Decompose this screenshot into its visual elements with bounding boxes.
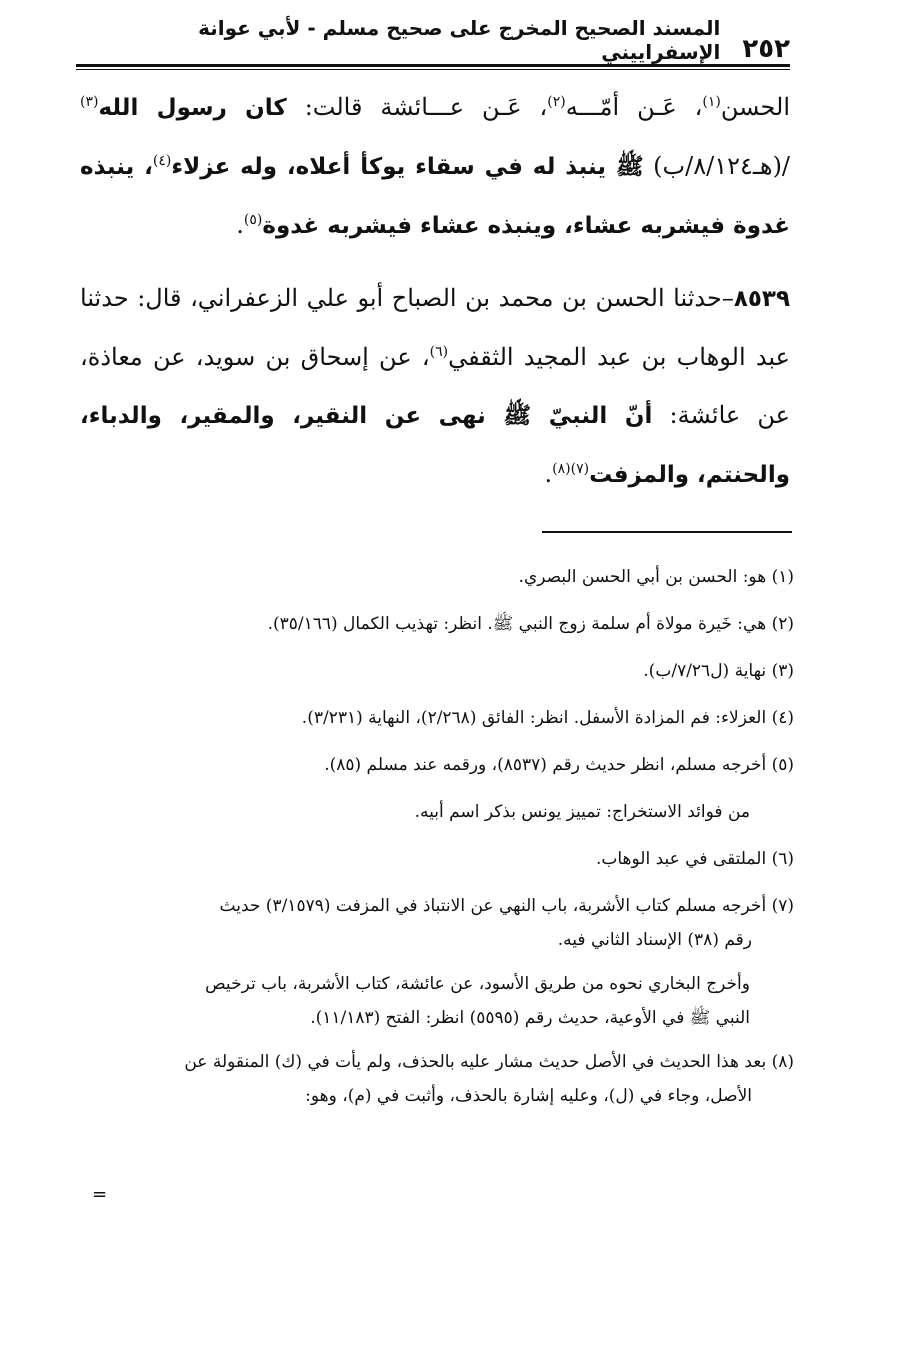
hadith-paragraph-2	[80, 269, 790, 504]
continuation-mark: =	[92, 1184, 108, 1205]
footnote-8-line-2: الأصل، وجاء في (ل)، وعليه إشارة بالحذف، وأثبت في (م)، وهو:	[305, 1086, 752, 1106]
page-header	[76, 16, 790, 64]
text-segment: ، عَـن أمّـــه	[565, 93, 703, 121]
footnote-marker: (٢)	[547, 94, 566, 110]
footnote-marker: (١)	[702, 94, 721, 110]
footnote-8	[78, 1045, 794, 1113]
footnotes	[78, 560, 794, 1123]
header-rule-thick	[76, 64, 790, 67]
footnote-7-addendum	[78, 967, 750, 1035]
footnote-5: (٥) أخرجه مسلم، انظر حديث رقم (٨٥٣٧)، ورقمه عند مسلم (٨٥).	[324, 755, 794, 775]
footnote-6: (٦) الملتقى في عبد الوهاب.	[595, 849, 794, 869]
footnote-marker: (٥)	[243, 212, 263, 228]
hadith-text-bold: ، ينبذه غدوة فيشربه عشاء، وينبذه عشاء فيشربه غدوة	[80, 154, 790, 239]
footnote-7-addendum-line-1: وأخرج البخاري نحوه من طريق الأسود، عن عائشة، كتاب الأشربة، باب ترخيص	[205, 974, 750, 994]
manuscript-reference: /(هـ٨/١٢٤/ب)	[643, 152, 791, 180]
footnote-marker: (٦)	[429, 344, 449, 360]
text-segment: ، عَـن عـــائشة قالت:	[286, 93, 548, 121]
text-segment: .	[544, 460, 553, 488]
footnote-marker: (٧)(٨)	[552, 461, 590, 477]
text-segment: .	[236, 211, 244, 239]
footnote-5-note: من فوائد الاستخراج: تمييز يونس بذكر اسم أبيه.	[414, 802, 750, 822]
text-segment: ، عن إسحاق بن سويد، عن معاذة، عن عائشة:	[80, 343, 790, 429]
footnote-marker: (٣)	[80, 94, 99, 110]
text-segment: –حدثنا الحسن بن محمد بن الصباح أبو علي الزعفراني، قال: حدثنا عبد الوهاب بن عبد المجيد الثقفي	[80, 284, 790, 371]
footnote-marker: (٤)	[152, 153, 172, 169]
running-title: المسند الصحيح المخرج على صحيح مسلم - لأبي عوانة الإسفراييني	[198, 16, 721, 64]
footnote-4: (٤) العزلاء: فم المزادة الأسفل. انظر: الفائق (٢/٢٦٨)، النهاية (٣/٢٣١).	[301, 708, 794, 728]
page-number: ٢٥٢	[742, 34, 790, 64]
footnote-8-line-1: (٨) بعد هذا الحديث في الأصل حديث مشار عليه بالحذف، ولم يأت في (ك) المنقولة عن	[184, 1052, 794, 1072]
hadith-text-bold: أنّ النبيّ ﷺ نهى عن النقير، والمقير، والدباء، والحنتم، والمزفت	[80, 403, 790, 488]
footnote-3: (٣) نهاية (ل٧/٢٦/ب).	[643, 661, 794, 681]
footnote-2: (٢) هي: خَيرة مولاة أم سلمة زوج النبي ﷺ. انظر: تهذيب الكمال (٣٥/١٦٦).	[267, 614, 794, 634]
main-text	[80, 78, 790, 504]
hadith-text-bold: كان رسول الله	[98, 95, 287, 121]
footnote-7-addendum-line-2: النبي ﷺ في الأوعية، حديث رقم (٥٥٩٥) انظر: الفتح (١١/١٨٣).	[310, 1008, 750, 1028]
hadith-number: ٨٥٣٩	[733, 286, 790, 312]
footnote-7-line-2: رقم (٣٨) الإسناد الثاني فيه.	[557, 930, 752, 950]
footnote-separator	[542, 531, 792, 533]
footnote-7	[78, 889, 794, 957]
footnote-1: (١) هو: الحسن بن أبي الحسن البصري.	[518, 567, 794, 587]
text-segment: الحسن	[720, 93, 790, 121]
hadith-text-bold: ﷺ ينبذ له في سقاء يوكأ أعلاه، وله عزلاء	[171, 154, 644, 180]
footnote-7-line-1: (٧) أخرجه مسلم كتاب الأشربة، باب النهي عن الانتباذ في المزفت (٣/١٥٧٩) حديث	[219, 896, 794, 916]
hadith-paragraph-1	[80, 78, 790, 255]
header-rule-thin	[76, 69, 790, 70]
